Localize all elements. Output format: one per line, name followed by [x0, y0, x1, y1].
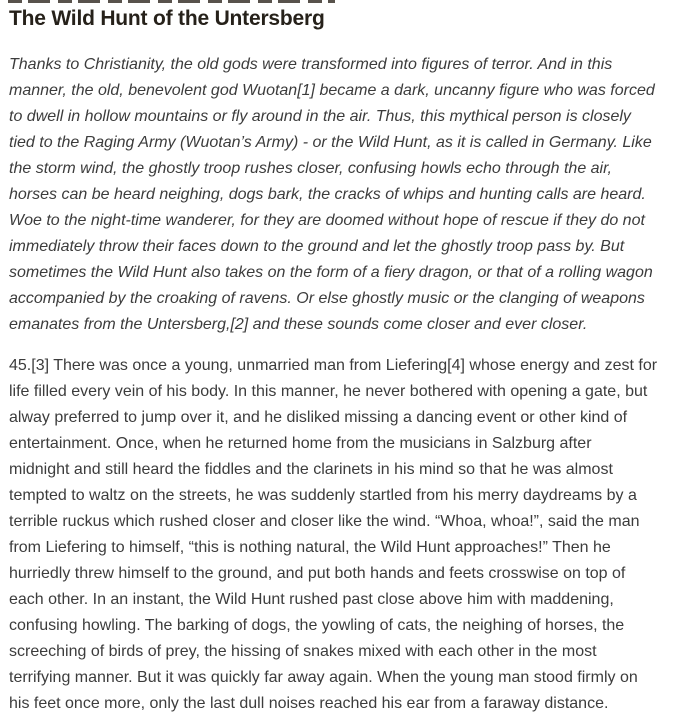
text-line: 45.[3] There was once a young, unmarried man from Liefering[4] whose energy and zest for: [9, 357, 658, 374]
intro-paragraph: [9, 52, 673, 338]
text-line: entertainment. Once, when he returned home from the musicians in Salzburg after: [9, 435, 592, 452]
text-line: Woe to the night-time wanderer, for they are doomed without hope of rescue if they do not: [9, 212, 645, 229]
cropped-text-remnant: [8, 0, 335, 3]
text-line: terrible ruckus which rushed closer and closer like the wind. “Whoa, whoa!”, said the man: [9, 513, 640, 530]
text-line: horses can be heard neighing, dogs bark, the cracks of whips and hunting calls are heard.: [9, 186, 646, 203]
text-line: from Liefering to himself, “this is nothing natural, the Wild Hunt approaches!” Then he: [9, 539, 611, 556]
text-line: midnight and still heard the fiddles and the clarinets in his mind so that he was almost: [9, 461, 613, 478]
text-line: accompanied by the croaking of ravens. Or else ghostly music or the clanging of weapons: [9, 290, 645, 307]
text-line: sometimes the Wild Hunt also takes on the form of a fiery dragon, or that of a rolling wagon: [9, 264, 653, 281]
text-line: tempted to waltz on the streets, he was suddenly startled from his merry daydreams by a: [9, 487, 637, 504]
text-line: emanates from the Untersberg,[2] and these sounds come closer and ever closer.: [9, 316, 588, 333]
text-line: confusing howling. The barking of dogs, the yowling of cats, the neighing of horses, the: [9, 617, 625, 634]
text-line: tied to the Raging Army (Wuotan’s Army) - or the Wild Hunt, as it is called in Germany. Like: [9, 134, 652, 151]
text-line: screeching of birds of prey, the hissing of snakes mixed with each other in the most: [9, 643, 597, 660]
text-line: the storm wind, the ghostly troop rushes closer, confusing howls echo through the air,: [9, 160, 612, 177]
text-line: alway preferred to jump over it, and he disliked missing a dancing event or other kind of: [9, 409, 628, 426]
text-line: immediately throw their faces down to the ground and let the ghostly troop pass by. But: [9, 238, 625, 255]
page-title: The Wild Hunt of the Untersberg: [9, 7, 325, 30]
text-line: to dwell in hollow mountains or fly around in the air. Thus, this mythical person is closely: [9, 108, 631, 125]
story-paragraph: [9, 353, 673, 717]
text-line: life filled every vein of his body. In this manner, he never bothered with opening a gate, but: [9, 383, 648, 400]
text-line: hurriedly threw himself to the ground, and put both hands and feets crosswise on top of: [9, 565, 626, 582]
text-line: terrifying manner. But it was quickly far away again. When the young man stood firmly on: [9, 669, 638, 686]
text-line: each other. In an instant, the Wild Hunt rushed past close above him with maddening,: [9, 591, 614, 608]
text-line: Thanks to Christianity, the old gods were transformed into figures of terror. And in this: [9, 56, 613, 73]
text-line: manner, the old, benevolent god Wuotan[1] became a dark, uncanny figure who was forced: [9, 82, 655, 99]
text-line: his feet once more, only the last dull noises reached his ear from a faraway distance.: [9, 695, 609, 712]
